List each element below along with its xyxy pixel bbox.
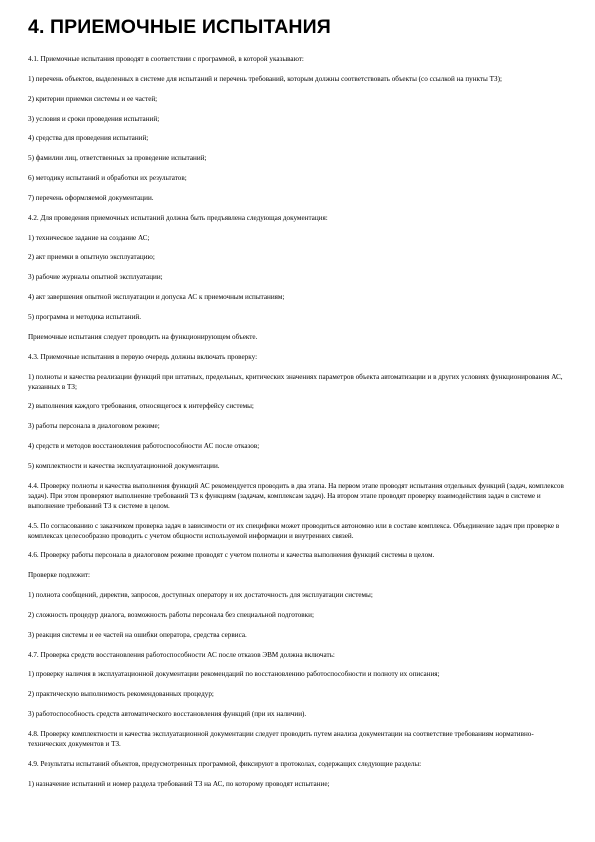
list-item: 5) комплектности и качества эксплуатационной документации. [28, 461, 220, 470]
list-item: 3) рабочие журналы опытной эксплуатации; [28, 273, 163, 282]
list-item: 1) полноты и качества реализации функций при штатных, предельных, критических значениях параметров объекта автоматизации и в других условиях функционирования АС, указанных в ТЗ; [28, 372, 563, 391]
clause-4-1: 4.1. Приемочные испытания проводят в соответствии с программой, в которой указывают: [28, 55, 304, 63]
list-item: 5) программа и методика испытаний. [28, 312, 141, 321]
section-title: 4. ПРИЕМОЧНЫЕ ИСПЫТАНИЯ [28, 16, 331, 38]
section-body [28, 54, 567, 789]
clause-4-4: 4.4. Проверку полноты и качества выполнения функций АС рекомендуется проводить в два этапа. На первом этапе проводят испытания отдельных функций (задач, комплексов задач). При этом проверяют выполнение требований ТЗ к функциям (задачам, комплексам задач). На втором этапе проводят проверку взаимодействия задач в системе и выполнение требований ТЗ к системе в целом. [28, 481, 564, 510]
list-item: 4) средств и методов восстановления работоспособности АС после отказов; [28, 442, 260, 451]
list-item: 3) реакция системы и ее частей на ошибки оператора, средства сервиса. [28, 630, 247, 639]
list-item: 5) фамилии лиц, ответственных за проведение испытаний; [28, 154, 207, 163]
list-item: 1) техническое задание на создание АС; [28, 233, 150, 242]
clause-4-6: 4.6. Проверку работы персонала в диалоговом режиме проводят с учетом полноты и качества выполнения функций системы в целом. [28, 551, 435, 560]
list-item: 1) проверку наличия в эксплуатационной документации рекомендаций по восстановлению работоспособности и полноту их описания; [28, 670, 440, 679]
paragraph: Приемочные испытания следует проводить на функционирующем объекте. [28, 332, 258, 341]
list-item: 4) акт завершения опытной эксплуатации и допуска АС к приемочным испытаниям; [28, 293, 285, 302]
list-item: 1) назначение испытаний и номер раздела требований ТЗ на АС, по которому проводят испытание; [28, 779, 330, 788]
list-item: 1) перечень объектов, выделенных в системе для испытаний и перечень требований, которым должны соответствовать объекты (со ссылкой на пункты ТЗ); [28, 74, 502, 83]
list-item: 2) практическую выполнимость рекомендованных процедур; [28, 690, 214, 699]
clause-4-9: 4.9. Результаты испытаний объектов, предусмотренных программой, фиксируют в протоколах, содержащих следующие разделы: [28, 759, 422, 768]
list-item: 2) выполнения каждого требования, относящегося к интерфейсу системы; [28, 402, 254, 411]
list-item: 3) работоспособность средств автоматического восстановления функций (при их наличии). [28, 710, 307, 719]
clause-4-8: 4.8. Проверку комплектности и качества эксплуатационной документации следует проводить путем анализа документации на соответствие требованиям нормативно-технических документов и ТЗ. [28, 730, 534, 748]
clause-4-3: 4.3. Приемочные испытания в первую очередь должны включать проверку: [28, 352, 258, 361]
list-item: 2) критерии приемки системы и ее частей; [28, 94, 158, 103]
paragraph: Проверке подлежит: [28, 571, 91, 580]
list-item: 3) работы персонала в диалоговом режиме; [28, 422, 160, 431]
clause-4-7: 4.7. Проверка средств восстановления работоспособности АС после отказов ЭВМ должна включать: [28, 650, 335, 659]
list-item: 3) условия и сроки проведения испытаний; [28, 114, 160, 123]
list-item: 2) сложность процедур диалога, возможность работы персонала без специальной подготовки; [28, 610, 314, 619]
clause-4-2: 4.2. Для проведения приемочных испытаний должна быть предъявлена следующая документация: [28, 213, 328, 222]
clause-4-5: 4.5. По согласованию с заказчиком проверка задач в зависимости от их специфики может проводиться автономно или в составе комплекса. Объединение задач при проверке в комплексах целесообразно проводить с учетом общности используемой информации и внутренних связей. [28, 521, 560, 540]
list-item: 1) полнота сообщений, директив, запросов, доступных оператору и их достаточность для эксплуатации системы; [28, 591, 373, 600]
list-item: 6) методику испытаний и обработки их результатов; [28, 174, 187, 183]
list-item: 2) акт приемки в опытную эксплуатацию; [28, 253, 155, 262]
list-item: 7) перечень оформляемой документации. [28, 193, 154, 202]
list-item: 4) средства для проведения испытаний; [28, 134, 149, 143]
